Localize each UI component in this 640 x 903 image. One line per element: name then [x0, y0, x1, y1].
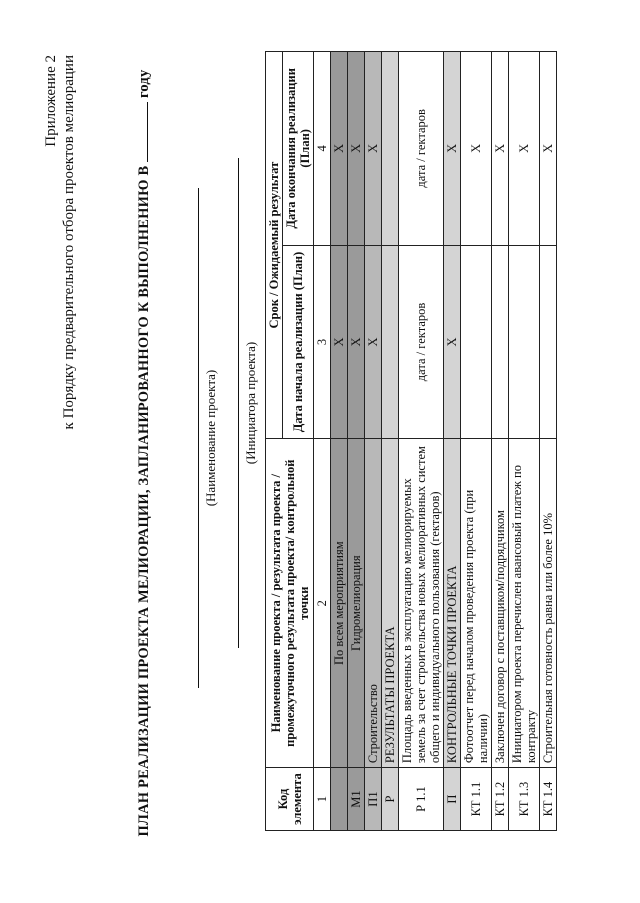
- row-start: X: [444, 245, 461, 439]
- row-end: X: [492, 52, 509, 246]
- row-name: Строительная готовность равна или более 10%: [540, 439, 557, 768]
- table-row: [382, 52, 399, 831]
- table-row: [365, 52, 382, 831]
- row-end: X: [365, 52, 382, 246]
- row-name: Гидромелиорация: [348, 439, 365, 768]
- row-code: П: [444, 768, 461, 831]
- table-row: [444, 52, 461, 831]
- table-row: [540, 52, 557, 831]
- appendix-header: [42, 55, 78, 429]
- row-start: [540, 245, 557, 439]
- header-start: Дата начала реализации (План): [283, 245, 314, 439]
- row-start: [492, 245, 509, 439]
- title-suffix: году: [136, 69, 152, 99]
- project-name-caption: (Наименование проекта): [203, 369, 218, 507]
- row-end: дата / гектаров: [399, 52, 444, 246]
- row-end: X: [509, 52, 540, 246]
- appendix-reference: к Порядку предварительного отбора проектов мелиорации: [61, 55, 77, 430]
- row-start: [382, 245, 399, 439]
- row-code: КТ 1.4: [540, 768, 557, 831]
- row-end: [382, 52, 399, 246]
- col-number: 3: [314, 245, 331, 439]
- col-number: 2: [314, 439, 331, 768]
- table-row: [461, 52, 492, 831]
- row-name: По всем мероприятиям: [331, 439, 348, 768]
- row-name: Площадь введенных в эксплуатацию мелиорируемых земель за счет строительства новых мелиоративных систем общего и индивидуального пользования (гектаров): [399, 439, 444, 768]
- document-title: [135, 43, 153, 863]
- column-numbers-row: [314, 52, 331, 831]
- row-code: КТ 1.2: [492, 768, 509, 831]
- header-term-group: Срок / Ожидаемый результат: [266, 52, 283, 439]
- row-end: X: [331, 52, 348, 246]
- appendix-label: Приложение 2: [43, 55, 59, 147]
- year-blank-line: [135, 102, 148, 162]
- header-name: Наименование проекта / результата проекта /промежуточного результата проекта/ контрольной точки: [266, 439, 314, 768]
- project-name-line: [198, 188, 199, 688]
- row-name: Строительство: [365, 439, 382, 768]
- row-code: КТ 1.3: [509, 768, 540, 831]
- table-row: [331, 52, 348, 831]
- plan-table: [265, 51, 557, 831]
- col-number: 1: [314, 768, 331, 831]
- title-text: ПЛАН РЕАЛИЗАЦИИ ПРОЕКТА МЕЛИОРАЦИИ, ЗАПЛАНИРОВАННОГО К ВЫПОЛНЕНИЮ В: [136, 165, 152, 837]
- row-name: Фотоотчет перед началом проведения проекта (при наличии): [461, 439, 492, 768]
- row-name: РЕЗУЛЬТАТЫ ПРОЕКТА: [382, 439, 399, 768]
- table-row: [509, 52, 540, 831]
- row-name: Инициатором проекта перечислен авансовый платеж по контракту: [509, 439, 540, 768]
- plan-table-body: [331, 52, 557, 831]
- row-start: X: [331, 245, 348, 439]
- row-end: X: [461, 52, 492, 246]
- row-name: Заключен договор с поставщиком/подрядчиком: [492, 439, 509, 768]
- row-start: X: [365, 245, 382, 439]
- row-start: X: [348, 245, 365, 439]
- col-number: 4: [314, 52, 331, 246]
- header-code: Код элемента: [266, 768, 314, 831]
- row-code: [331, 768, 348, 831]
- row-code: КТ 1.1: [461, 768, 492, 831]
- row-end: X: [348, 52, 365, 246]
- row-code: Р 1.1: [399, 768, 444, 831]
- row-code: M1: [348, 768, 365, 831]
- table-row: [399, 52, 444, 831]
- table-row: [492, 52, 509, 831]
- table-row: [348, 52, 365, 831]
- row-start: дата / гектаров: [399, 245, 444, 439]
- row-start: [509, 245, 540, 439]
- initiator-line: [238, 158, 239, 648]
- row-name: КОНТРОЛЬНЫЕ ТОЧКИ ПРОЕКТА: [444, 439, 461, 768]
- row-end: X: [444, 52, 461, 246]
- row-code: П1: [365, 768, 382, 831]
- row-end: X: [540, 52, 557, 246]
- row-start: [461, 245, 492, 439]
- initiator-caption: (Инициатора проекта): [243, 341, 258, 465]
- header-end: Дата окончания реализации (План): [283, 52, 314, 246]
- row-code: Р: [382, 768, 399, 831]
